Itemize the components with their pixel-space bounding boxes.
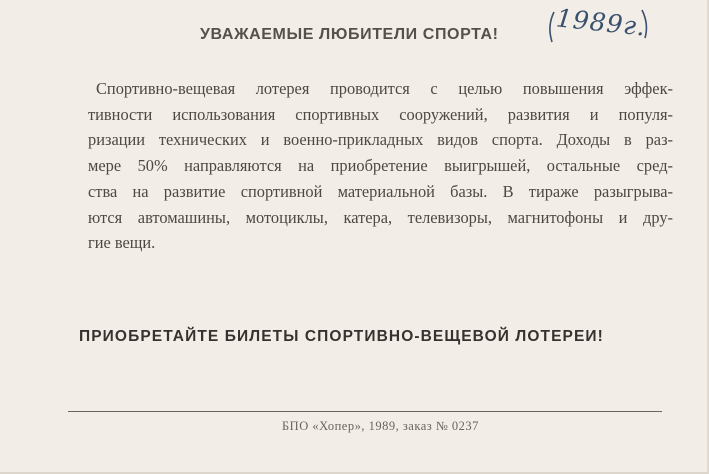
body-line: мере 50% направляются на приобретение выигрышей, остальные сред-: [88, 156, 673, 176]
leaflet-heading: УВАЖАЕМЫЕ ЛЮБИТЕЛИ СПОРТА!: [200, 26, 499, 43]
body-line: гие вещи.: [88, 233, 156, 253]
body-line: тивности использования спортивных сооружений, развития и популя-: [88, 104, 673, 124]
leaflet-body: [88, 76, 673, 256]
body-line: ства на развитие спортивной материальной базы. В тираже разыгрыва-: [88, 181, 673, 201]
body-line: ризации технических и военно-прикладных видов спорта. Доходы в раз-: [88, 130, 673, 150]
handwritten-year-text: 1989г.: [554, 3, 648, 42]
footer-divider: [68, 411, 662, 412]
body-line: ются автомашины, мотоциклы, катера, телевизоры, магнитофоны и дру-: [88, 207, 673, 227]
printer-imprint: БПО «Хопер», 1989, заказ № 0237: [282, 419, 479, 433]
body-line: Спортивно-вещевая лотерея проводится с целью повышения эффек-: [96, 79, 673, 98]
call-to-action: ПРИОБРЕТАЙТЕ БИЛЕТЫ СПОРТИВНО-ВЕЩЕВОЙ ЛОТЕРЕИ!: [79, 328, 604, 345]
handwritten-year-note: [546, 4, 650, 48]
